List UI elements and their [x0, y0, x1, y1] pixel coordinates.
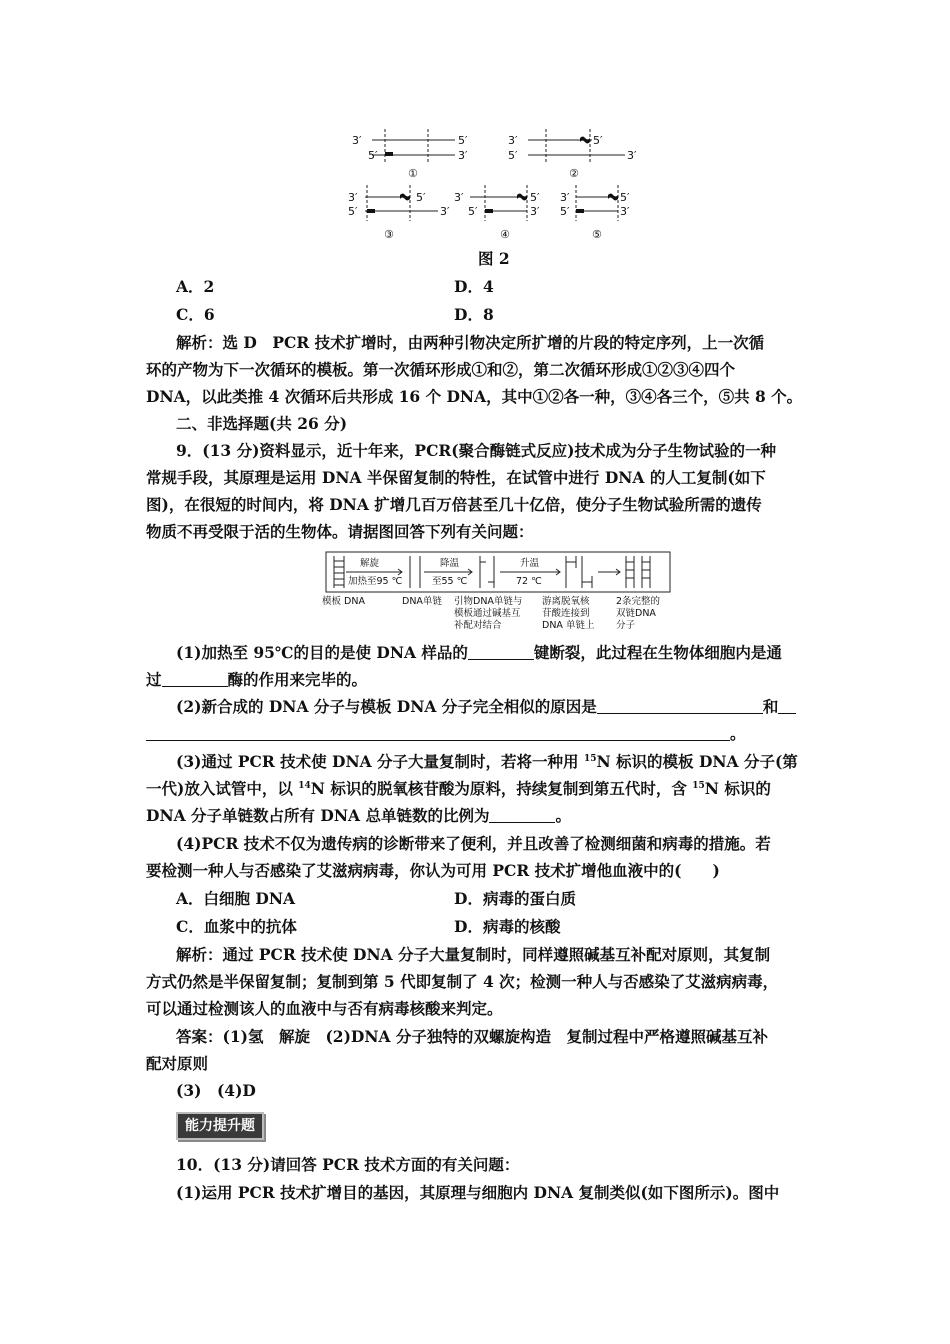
q8-analysis-2: 环的产物为下一次循环的模板。第一次循环形成①和②，第二次循环形成①②③④四个	[146, 360, 736, 379]
answer-blank[interactable]	[146, 726, 730, 741]
q9-part3-cont1: 一代)放入试管中，以 $^{14}$N 标识的脱氧核苷酸为原料，持续复制到第五代时，含 $^{15}$N 标识的	[146, 779, 771, 798]
svg-text:5′: 5′	[416, 191, 426, 204]
q9-analysis-2: 方式仍然是半保留复制；复制到第 5 代即复制了 4 次；检测一种人与否感染了艾滋病病毒，	[146, 972, 779, 991]
q9-part4: (4)PCR 技术不仅为遗传病的诊断带来了便利，并且改善了检测细菌和病毒的措施。若	[176, 834, 771, 853]
q8-analysis-3: DNA，以此类推 4 次循环后共形成 16 个 DNA，其中①②各一种，③④各三个，⑤共 8 个。	[146, 387, 803, 406]
svg-text:游离脱氧核: 游离脱氧核	[542, 596, 590, 607]
svg-text:加热至95 ℃: 加热至95 ℃	[348, 576, 403, 587]
q9-part2-cont: 。	[146, 724, 746, 744]
pcr-process-diagram	[320, 550, 680, 634]
svg-text:分子: 分子	[616, 620, 636, 631]
answer-blank[interactable]	[162, 672, 228, 687]
label-5: ⑤	[592, 228, 602, 241]
q9-part1-cont: 过 酶的作用来完毕的。	[146, 670, 368, 689]
svg-text:模板通过碱基互: 模板通过碱基互	[454, 608, 521, 619]
svg-text:模板 DNA: 模板 DNA	[322, 596, 365, 607]
label-4: ④	[500, 228, 510, 241]
answer-blank[interactable]	[489, 808, 555, 823]
svg-text:72 ℃: 72 ℃	[516, 576, 542, 587]
q10-line-2: (1)运用 PCR 技术扩增目的基因，其原理与细胞内 DNA 复制类似(如下图所示)。图中	[176, 1183, 780, 1202]
svg-text:3′: 3′	[454, 191, 464, 204]
q9-answer-1: 答案：(1)氢 解旋 (2)DNA 分子独特的双螺旋构造 复制过程中严格遵照碱基互补	[176, 1027, 768, 1046]
option-a: A．2 D．4	[176, 277, 494, 296]
q9-intro-1: 9．(13 分)资料显示，近十年来，PCR(聚合酶链式反应)技术成为分子生物试验的一种	[176, 441, 776, 460]
q9-option-c: C．血浆中的抗体 D．病毒的核酸	[176, 917, 561, 936]
q9-part4-cont: 要检测一种人与否感染了艾滋病病毒，你认为可用 PCR 技术扩增他血液中的( )	[146, 861, 720, 880]
svg-text:5′: 5′	[508, 149, 518, 162]
q9-answer-2: 配对原则	[146, 1054, 209, 1073]
q9-option-a: A．白细胞 DNA D．病毒的蛋白质	[176, 889, 576, 908]
svg-text:5′: 5′	[560, 205, 570, 218]
answer-blank[interactable]	[778, 699, 796, 714]
svg-text:3′: 3′	[627, 149, 637, 162]
svg-text:5′: 5′	[620, 191, 630, 204]
svg-text:3′: 3′	[508, 134, 518, 147]
svg-text:至55 ℃: 至55 ℃	[432, 576, 468, 587]
answer-blank[interactable]	[597, 699, 763, 714]
svg-text:3′: 3′	[560, 191, 570, 204]
q9-part2: (2)新合成的 DNA 分子与模板 DNA 分子完全相似的原因是 和	[176, 697, 796, 717]
q9-analysis-3: 可以通过检测该人的血液中与否有病毒核酸来判定。	[146, 999, 503, 1018]
svg-text:苷酸连接到: 苷酸连接到	[542, 608, 590, 619]
svg-text:3′: 3′	[352, 134, 362, 147]
q8-analysis-1: 解析：选 D PCR 技术扩增时，由两种引物决定所扩增的片段的特定序列，上一次循	[176, 333, 765, 352]
svg-text:降温: 降温	[440, 558, 460, 569]
q9-answer-3: (3) (4)D	[176, 1081, 256, 1100]
q9-analysis-1: 解析：通过 PCR 技术使 DNA 分子大量复制时，同样遵照碱基互补配对原则，其复制	[176, 945, 771, 964]
section-heading: 二、非选择题(共 26 分)	[176, 414, 348, 433]
q10-line-1: 10．(13 分)请回答 PCR 技术方面的有关问题：	[176, 1155, 520, 1174]
figure-2	[340, 125, 640, 243]
svg-text:升温: 升温	[520, 558, 540, 569]
svg-text:解旋: 解旋	[360, 558, 380, 569]
figure-caption: 图 2	[478, 249, 510, 268]
ability-badge: 能力提升题	[176, 1112, 264, 1140]
svg-text:3′: 3′	[620, 205, 630, 218]
option-c: C．6 D．8	[176, 305, 494, 324]
svg-text:5′: 5′	[348, 205, 358, 218]
svg-text:3′: 3′	[440, 205, 450, 218]
svg-text:5′: 5′	[458, 134, 468, 147]
pcr-steps-svg	[320, 550, 680, 634]
q9-intro-3: 图)，在很短的时间内，将 DNA 扩增几百万倍甚至几十亿倍，使分子生物试验所需的遗传	[146, 495, 762, 514]
label-2: ②	[569, 167, 579, 180]
svg-text:5′: 5′	[368, 149, 378, 162]
svg-text:3′: 3′	[458, 149, 468, 162]
svg-text:3′: 3′	[530, 205, 540, 218]
q9-part3-cont2: DNA 分子单链数占所有 DNA 总单链数的比例为 。	[146, 806, 571, 825]
svg-text:补配对结合: 补配对结合	[454, 620, 502, 631]
svg-text:DNA单链: DNA单链	[402, 596, 442, 607]
label-1: ①	[408, 167, 418, 180]
svg-text:引物DNA单链与: 引物DNA单链与	[454, 596, 523, 607]
svg-text:双链DNA: 双链DNA	[616, 608, 656, 619]
dna-fragments-diagram	[340, 125, 640, 243]
q9-part3: (3)通过 PCR 技术使 DNA 分子大量复制时，若将一种用 $^{15}$N 标识的模板 DNA 分子(第	[176, 752, 798, 771]
svg-text:5′: 5′	[593, 134, 603, 147]
q9-part1: (1)加热至 95℃的目的是使 DNA 样品的 键断裂，此过程在生物体细胞内是通	[176, 643, 782, 662]
q9-intro-2: 常规手段，其原理是运用 DNA 半保留复制的特性，在试管中进行 DNA 的人工复制(如下	[146, 468, 766, 487]
svg-text:3′: 3′	[348, 191, 358, 204]
svg-text:5′: 5′	[530, 191, 540, 204]
svg-text:5′: 5′	[468, 205, 478, 218]
answer-blank[interactable]	[468, 645, 534, 660]
label-3: ③	[384, 228, 394, 241]
q9-intro-4: 物质不再受限于活的生物体。请据图回答下列有关问题：	[146, 522, 534, 541]
svg-text:DNA 单链上: DNA 单链上	[542, 620, 595, 631]
svg-text:2条完整的: 2条完整的	[616, 596, 661, 607]
